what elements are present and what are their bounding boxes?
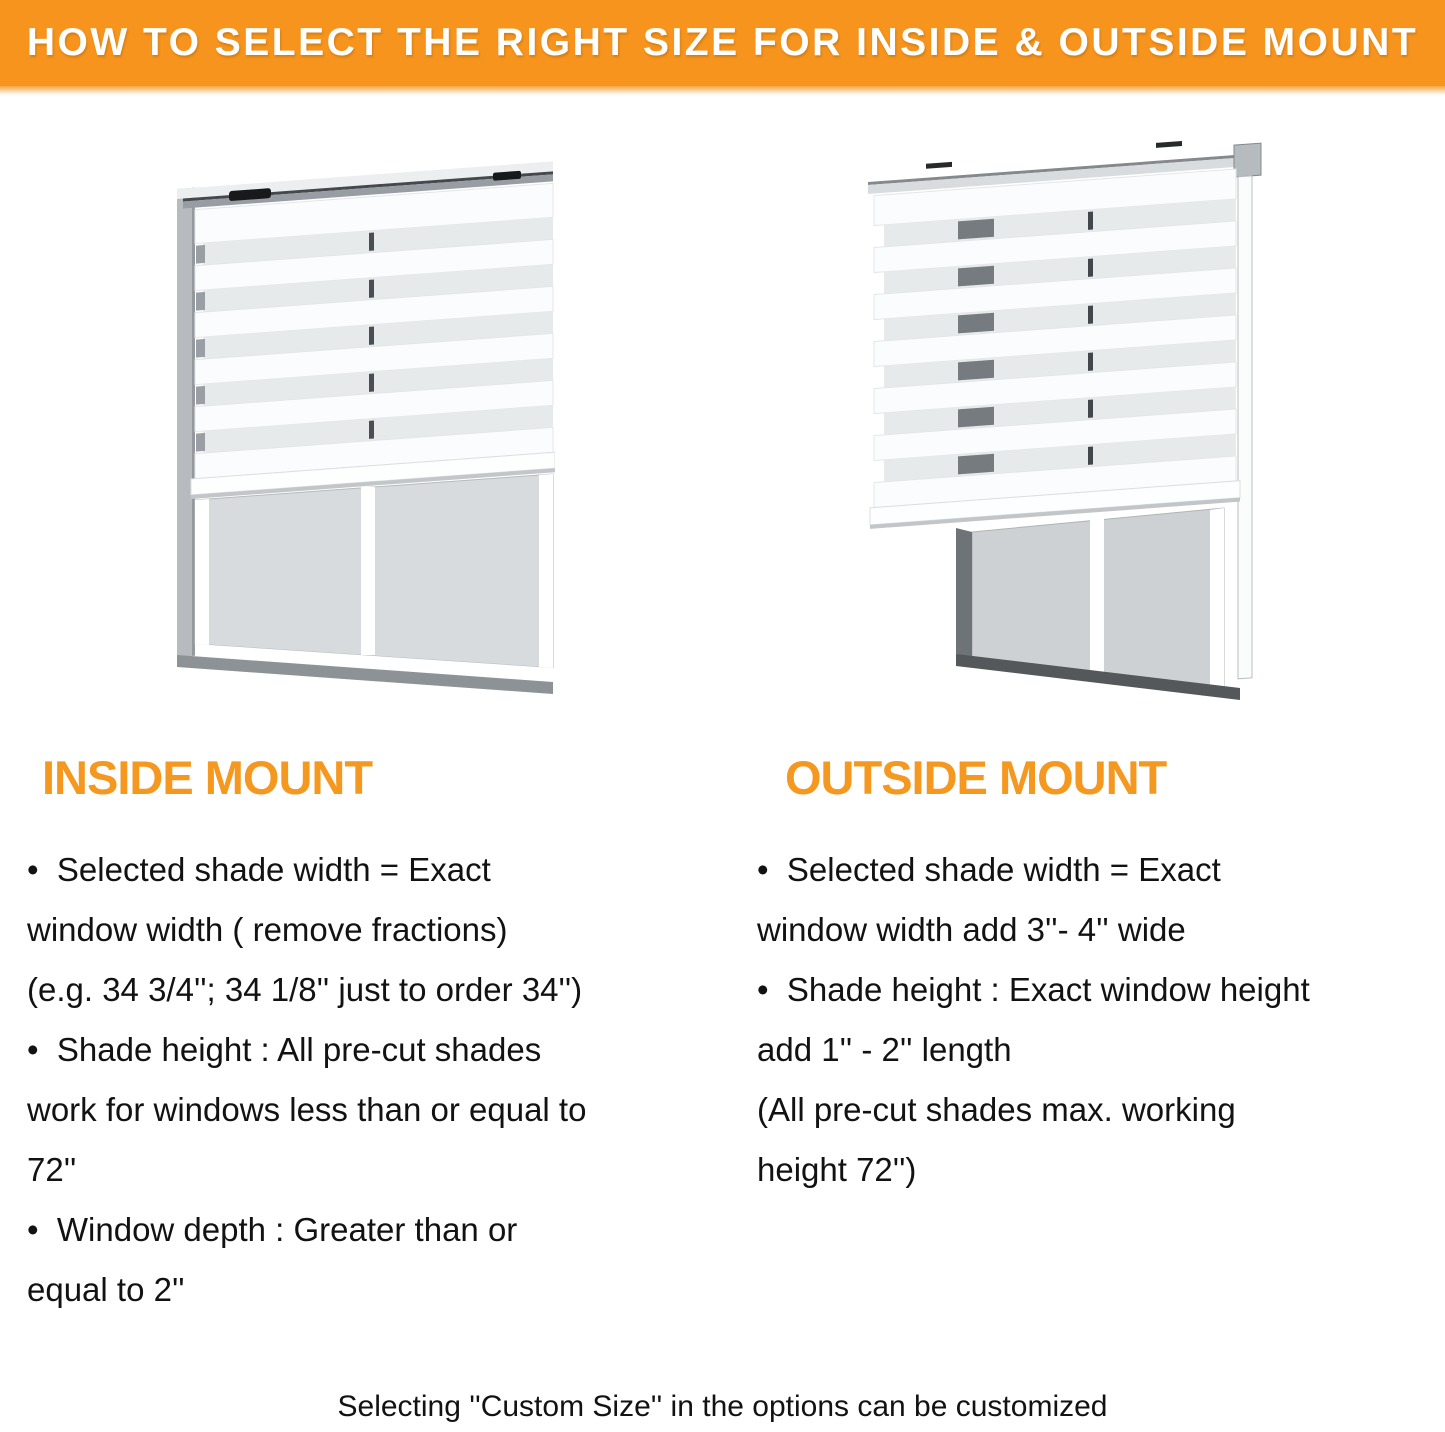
- bracket-icon: [1234, 143, 1261, 177]
- banner-title: HOW TO SELECT THE RIGHT SIZE FOR INSIDE & OUTSIDE MOUNT: [26, 21, 1419, 64]
- inside-mount-heading: INSIDE MOUNT: [42, 751, 373, 804]
- note-line: work for windows less than or equal to: [27, 1091, 587, 1128]
- inside-mount-notes: [27, 840, 586, 1320]
- note-line: window width ( remove fractions): [27, 911, 508, 948]
- note-line: height 72''): [757, 1151, 917, 1188]
- note-line: • Shade height : All pre-cut shades: [27, 1031, 542, 1068]
- banner: [0, 0, 1445, 86]
- inside-mount-window-graphic: [163, 148, 555, 704]
- window-frame: [956, 508, 1240, 700]
- note-line: • Selected shade width = Exact: [757, 851, 1221, 888]
- window-frame: [177, 474, 553, 694]
- note-line: equal to 2'': [27, 1271, 185, 1308]
- custom-size-note: Selecting ''Custom Size'' in the options can be customized: [337, 1390, 1108, 1423]
- outside-mount-notes: [757, 840, 1310, 1200]
- outside-mount-window-graphic: [868, 140, 1268, 730]
- note-line: • Shade height : Exact window height: [757, 971, 1310, 1008]
- inside-mount-illustration: [163, 148, 555, 709]
- side-rail: [1238, 176, 1252, 679]
- note-line: • Window depth : Greater than or: [27, 1211, 518, 1248]
- screw-mark-icon: [926, 162, 952, 169]
- note-line: 72'': [27, 1151, 77, 1188]
- note-line: (All pre-cut shades max. working: [757, 1091, 1236, 1128]
- screw-mark-icon: [1156, 141, 1182, 148]
- outside-mount-illustration: [868, 140, 1268, 735]
- note-line: add 1'' - 2'' length: [757, 1031, 1012, 1068]
- note-line: window width add 3''- 4'' wide: [757, 911, 1186, 948]
- note-line: • Selected shade width = Exact: [27, 851, 491, 888]
- outside-mount-heading: OUTSIDE MOUNT: [785, 751, 1167, 804]
- note-line: (e.g. 34 3/4''; 34 1/8'' just to order 34''): [27, 971, 583, 1008]
